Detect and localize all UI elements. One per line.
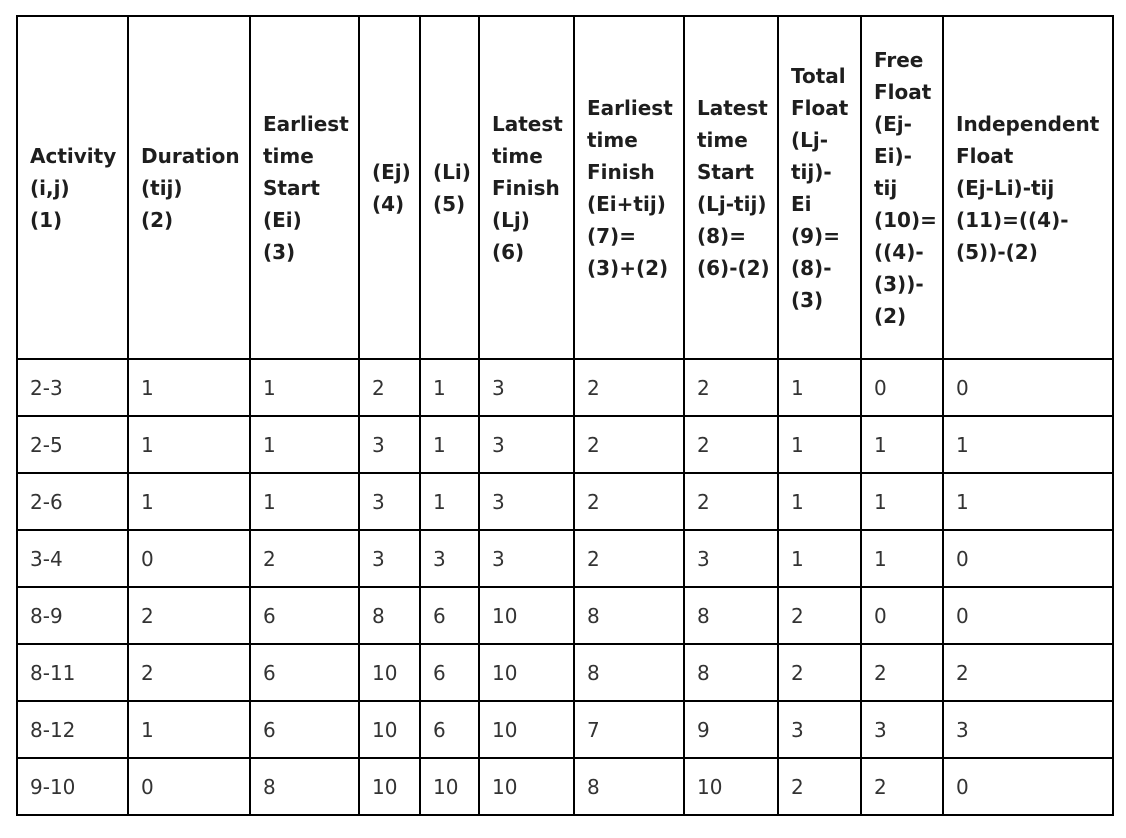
table-cell: 1 — [420, 416, 479, 473]
header-line: time — [697, 127, 748, 152]
table-cell: 3 — [778, 701, 861, 758]
activity-cell: 3-4 — [17, 530, 128, 587]
table-cell: 2 — [778, 644, 861, 701]
header-line: (Ei+tij) — [587, 191, 666, 216]
header-line: (Ej-Li)-tij — [956, 175, 1055, 200]
table-cell: 8 — [574, 587, 684, 644]
table-cell: 1 — [778, 359, 861, 416]
header-duration — [128, 16, 250, 359]
table-cell: 1 — [420, 473, 479, 530]
table-row — [17, 587, 1113, 644]
table-cell: 3 — [359, 530, 420, 587]
header-line: Activity — [30, 143, 117, 168]
header-row — [17, 16, 1113, 359]
table-cell: 1 — [128, 473, 250, 530]
header-line: Float — [874, 79, 932, 104]
table-cell: 6 — [420, 644, 479, 701]
table-cell: 0 — [943, 359, 1113, 416]
header-line: Independent — [956, 111, 1100, 136]
header-line: Earliest — [587, 95, 673, 120]
table-cell: 1 — [420, 359, 479, 416]
header-line: (11)=((4)- — [956, 207, 1069, 232]
header-line: tij)- — [791, 159, 832, 184]
table-cell: 0 — [861, 359, 943, 416]
header-line: time — [263, 143, 314, 168]
table-cell: 1 — [128, 701, 250, 758]
activity-cell: 8-12 — [17, 701, 128, 758]
table-cell: 1 — [250, 359, 359, 416]
table-cell: 8 — [574, 758, 684, 815]
table-cell: 2 — [861, 758, 943, 815]
header-line: Earliest — [263, 111, 349, 136]
header-line: (5) — [433, 191, 466, 216]
table-cell: 2 — [684, 416, 778, 473]
header-line: Total — [791, 63, 846, 88]
header-line: Finish — [587, 159, 655, 184]
table-cell: 8 — [574, 644, 684, 701]
table-cell: 3 — [943, 701, 1113, 758]
header-line: Float — [956, 143, 1014, 168]
table-cell: 3 — [420, 530, 479, 587]
header-line: (2) — [874, 303, 907, 328]
table-cell: 2 — [250, 530, 359, 587]
header-line: Start — [263, 175, 320, 200]
header-line: (Ej- — [874, 111, 912, 136]
table-cell: 6 — [420, 701, 479, 758]
header-line: (Li) — [433, 159, 471, 184]
header-line: Free — [874, 47, 924, 72]
header-line: (Lj-tij) — [697, 191, 767, 216]
table-cell: 2 — [574, 530, 684, 587]
header-line: time — [587, 127, 638, 152]
table-cell: 1 — [861, 530, 943, 587]
table-cell: 2 — [684, 473, 778, 530]
header-line: Float — [791, 95, 849, 120]
header-ej — [359, 16, 420, 359]
activity-cell: 2-3 — [17, 359, 128, 416]
table-cell: 2 — [128, 644, 250, 701]
table-row — [17, 359, 1113, 416]
header-line: (7)= — [587, 223, 636, 248]
header-total-float — [778, 16, 861, 359]
table-cell: 0 — [861, 587, 943, 644]
header-earliest-start — [250, 16, 359, 359]
table-cell: 3 — [359, 416, 420, 473]
table-cell: 3 — [479, 359, 574, 416]
table-cell: 10 — [684, 758, 778, 815]
header-line: (5))-(2) — [956, 239, 1038, 264]
table-cell: 2 — [778, 587, 861, 644]
table-cell: 2 — [861, 644, 943, 701]
table-cell: 2 — [359, 359, 420, 416]
header-line: (3) — [791, 287, 824, 312]
header-line: (Lj) — [492, 207, 530, 232]
header-line: Latest — [492, 111, 563, 136]
activity-cell: 2-5 — [17, 416, 128, 473]
header-line: Start — [697, 159, 754, 184]
activity-cell: 9-10 — [17, 758, 128, 815]
table-row — [17, 416, 1113, 473]
header-line: Latest — [697, 95, 768, 120]
table-cell: 10 — [359, 758, 420, 815]
table-cell: 1 — [943, 416, 1113, 473]
table-cell: 0 — [943, 758, 1113, 815]
table-cell: 6 — [250, 587, 359, 644]
header-independent-float — [943, 16, 1113, 359]
float-table-container — [16, 15, 1114, 816]
table-cell: 8 — [359, 587, 420, 644]
table-row — [17, 644, 1113, 701]
table-body — [17, 359, 1113, 815]
table-row — [17, 758, 1113, 815]
table-cell: 3 — [479, 473, 574, 530]
table-cell: 8 — [250, 758, 359, 815]
table-cell: 2 — [128, 587, 250, 644]
table-cell: 7 — [574, 701, 684, 758]
table-cell: 3 — [684, 530, 778, 587]
header-line: Ei)- — [874, 143, 912, 168]
table-cell: 2 — [574, 359, 684, 416]
header-latest-finish — [479, 16, 574, 359]
header-line: (4) — [372, 191, 405, 216]
table-cell: 3 — [479, 416, 574, 473]
table-row — [17, 473, 1113, 530]
table-cell: 1 — [250, 416, 359, 473]
table-row — [17, 701, 1113, 758]
table-cell: 10 — [479, 587, 574, 644]
table-cell: 1 — [128, 359, 250, 416]
table-cell: 10 — [479, 758, 574, 815]
header-line: (8)= — [697, 223, 746, 248]
table-cell: 0 — [128, 530, 250, 587]
header-li — [420, 16, 479, 359]
table-cell: 6 — [250, 644, 359, 701]
table-cell: 10 — [479, 701, 574, 758]
header-line: (Ej) — [372, 159, 411, 184]
table-cell: 1 — [861, 416, 943, 473]
table-cell: 10 — [420, 758, 479, 815]
table-cell: 1 — [778, 416, 861, 473]
table-cell: 1 — [128, 416, 250, 473]
table-cell: 3 — [479, 530, 574, 587]
header-line: (1) — [30, 207, 63, 232]
table-cell: 2 — [778, 758, 861, 815]
table-cell: 2 — [574, 473, 684, 530]
header-line: ((4)- — [874, 239, 924, 264]
header-line: Ei — [791, 191, 812, 216]
header-line: tij — [874, 175, 898, 200]
table-cell: 0 — [943, 587, 1113, 644]
float-table — [16, 15, 1114, 816]
table-cell: 1 — [250, 473, 359, 530]
table-cell: 8 — [684, 587, 778, 644]
header-free-float — [861, 16, 943, 359]
header-line: (3) — [263, 239, 296, 264]
table-cell: 1 — [861, 473, 943, 530]
header-line: (6)-(2) — [697, 255, 770, 280]
header-line: (tij) — [141, 175, 183, 200]
table-cell: 10 — [359, 701, 420, 758]
table-cell: 2 — [574, 416, 684, 473]
header-line: (6) — [492, 239, 525, 264]
table-cell: 6 — [250, 701, 359, 758]
table-cell: 6 — [420, 587, 479, 644]
table-cell: 1 — [778, 530, 861, 587]
table-cell: 1 — [778, 473, 861, 530]
activity-cell: 8-11 — [17, 644, 128, 701]
table-cell: 10 — [359, 644, 420, 701]
table-cell: 2 — [684, 359, 778, 416]
header-line: (10)= — [874, 207, 937, 232]
header-line: Finish — [492, 175, 560, 200]
table-cell: 10 — [479, 644, 574, 701]
header-line: (2) — [141, 207, 174, 232]
table-row — [17, 530, 1113, 587]
table-cell: 1 — [943, 473, 1113, 530]
header-activity — [17, 16, 128, 359]
header-latest-start — [684, 16, 778, 359]
activity-cell: 8-9 — [17, 587, 128, 644]
header-line: (Lj- — [791, 127, 829, 152]
table-cell: 0 — [943, 530, 1113, 587]
header-line: (3))- — [874, 271, 924, 296]
table-cell: 9 — [684, 701, 778, 758]
header-line: (9)= — [791, 223, 840, 248]
header-line: (3)+(2) — [587, 255, 669, 280]
header-line: (8)- — [791, 255, 832, 280]
header-line: (Ei) — [263, 207, 302, 232]
table-cell: 8 — [684, 644, 778, 701]
header-earliest-finish — [574, 16, 684, 359]
table-cell: 3 — [861, 701, 943, 758]
header-line: Duration — [141, 143, 240, 168]
activity-cell: 2-6 — [17, 473, 128, 530]
table-cell: 0 — [128, 758, 250, 815]
header-line: time — [492, 143, 543, 168]
header-line: (i,j) — [30, 175, 70, 200]
table-cell: 3 — [359, 473, 420, 530]
table-cell: 2 — [943, 644, 1113, 701]
